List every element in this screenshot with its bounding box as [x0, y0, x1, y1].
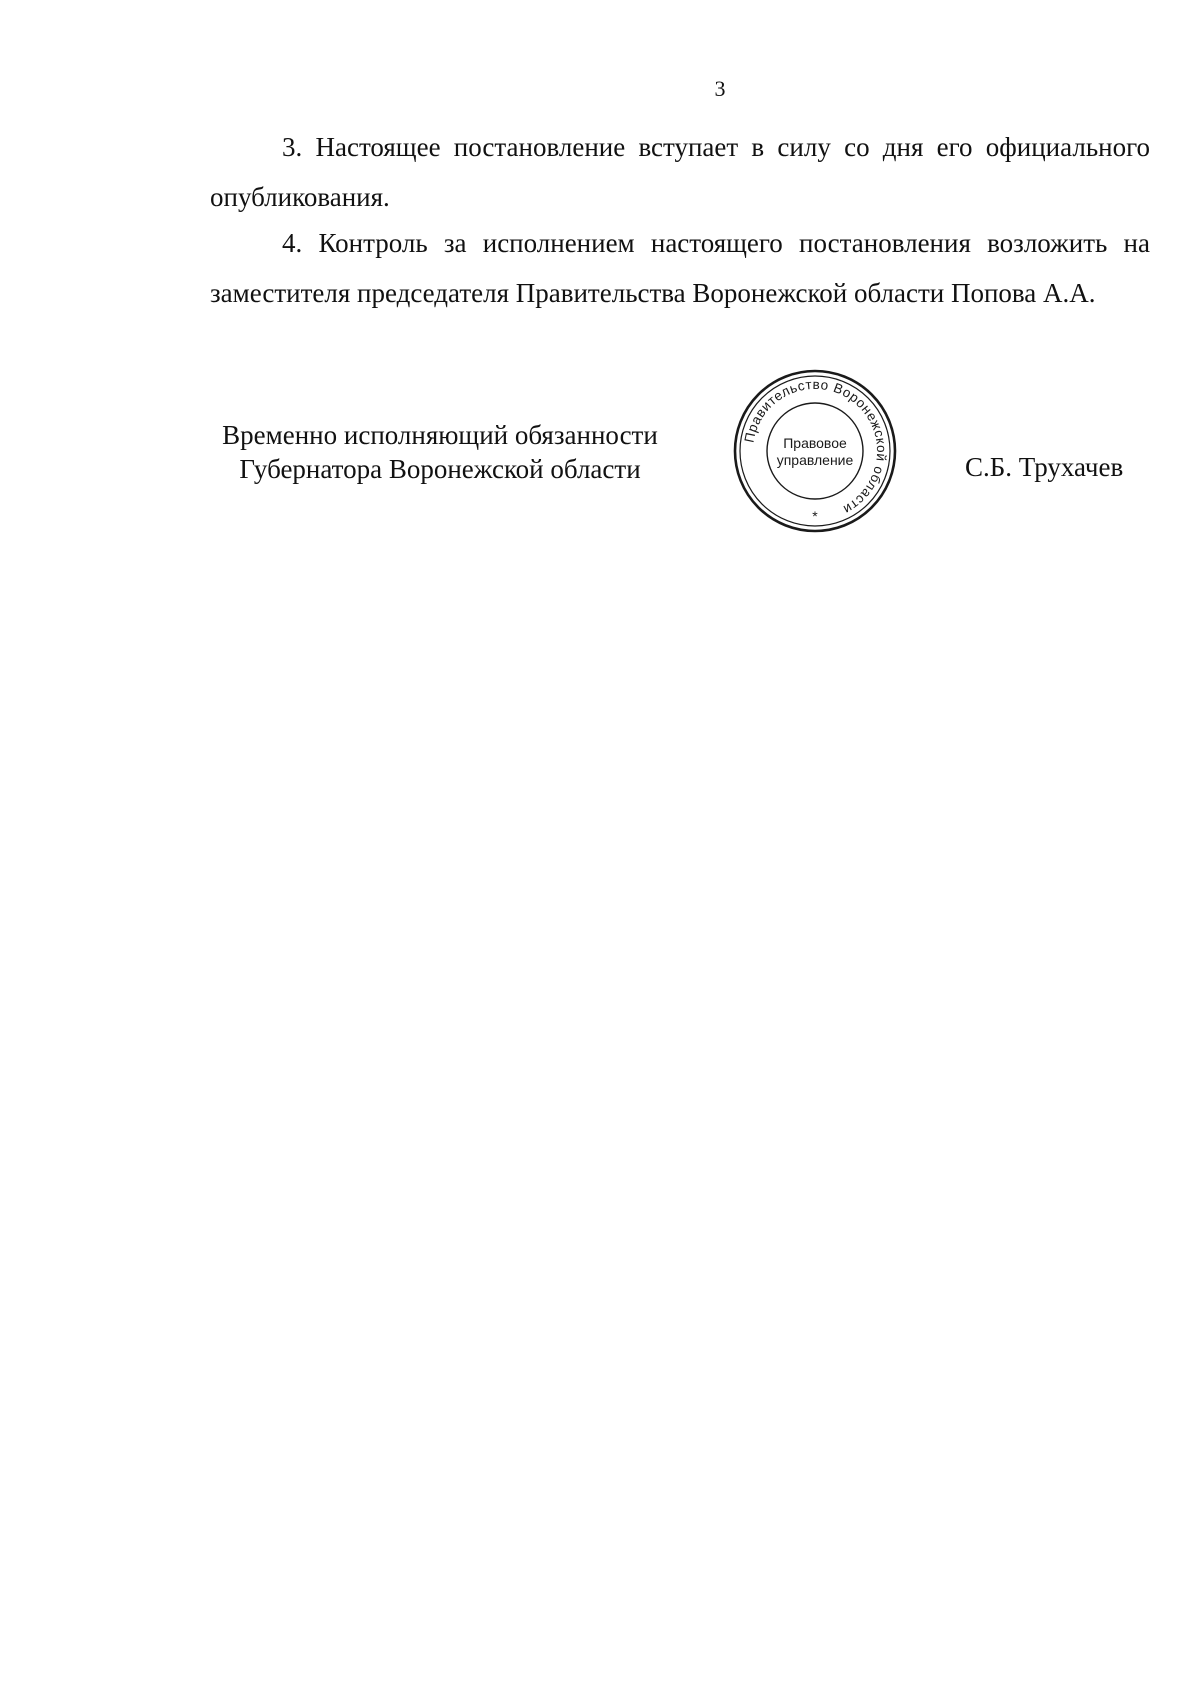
stamp-star: *: [812, 508, 818, 524]
signatory-position: [210, 418, 670, 486]
stamp-center-line-2: управление: [776, 452, 854, 468]
signatory-position-line-2: Губернатора Воронежской области: [239, 454, 641, 484]
signatory-name: С.Б. Трухачев: [965, 452, 1124, 482]
stamp-seal-icon: [730, 366, 900, 536]
official-stamp: [730, 366, 900, 536]
stamp-ring-text: Правительство Воронежской области: [741, 376, 890, 518]
signatory-position-line-1: Временно исполняющий обязанности: [222, 420, 658, 450]
paragraph-4: 4. Контроль за исполнением настоящего постановления возложить на заместителя председателя Правительства Воронежской области Попова А.А.: [210, 228, 1150, 308]
paragraph-3: 3. Настоящее постановление вступает в силу со дня его официального опубликования.: [210, 132, 1150, 212]
paragraph-3-block: [210, 122, 1150, 222]
page-number: 3: [714, 76, 726, 101]
paragraph-4-block: [210, 218, 1150, 318]
stamp-center-line-1: Правовое: [783, 435, 847, 451]
